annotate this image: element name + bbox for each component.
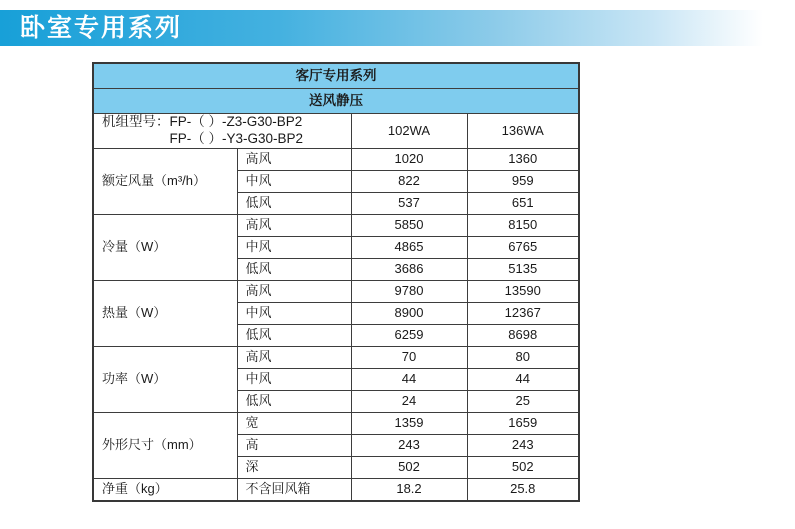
spec-value: 1360 [467, 148, 579, 170]
table-header-row-static-pressure [93, 89, 579, 114]
table-row [93, 214, 579, 236]
spec-sub-label: 低风 [237, 324, 351, 346]
spec-table [92, 62, 580, 502]
row-group-label-net-weight: 净重（kg） [93, 478, 237, 501]
spec-sub-label: 低风 [237, 390, 351, 412]
model-number-cell [93, 114, 351, 149]
spec-sub-label: 高 [237, 434, 351, 456]
spec-value: 8698 [467, 324, 579, 346]
spec-value: 3686 [351, 258, 467, 280]
spec-sub-label: 高风 [237, 280, 351, 302]
spec-sub-label: 高风 [237, 148, 351, 170]
spec-sub-label: 低风 [237, 258, 351, 280]
spec-value: 5850 [351, 214, 467, 236]
table-row [93, 478, 579, 501]
spec-sub-label: 高风 [237, 214, 351, 236]
spec-value: 6259 [351, 324, 467, 346]
spec-value: 44 [467, 368, 579, 390]
table-row [93, 148, 579, 170]
spec-value: 25 [467, 390, 579, 412]
series-banner [0, 10, 795, 46]
spec-value: 537 [351, 192, 467, 214]
table-row [93, 346, 579, 368]
spec-value: 24 [351, 390, 467, 412]
spec-value: 243 [351, 434, 467, 456]
spec-value: 9780 [351, 280, 467, 302]
spec-sub-label: 中风 [237, 170, 351, 192]
spec-sub-label: 不含回风箱 [237, 478, 351, 501]
table-row [93, 412, 579, 434]
spec-value: 44 [351, 368, 467, 390]
model-column-102wa: 102WA [351, 114, 467, 149]
spec-sub-label: 宽 [237, 412, 351, 434]
spec-value: 12367 [467, 302, 579, 324]
series-banner-title: 卧室专用系列 [20, 14, 183, 42]
spec-value: 1659 [467, 412, 579, 434]
spec-sub-label: 深 [237, 456, 351, 478]
row-group-label-dimensions: 外形尺寸（mm） [93, 412, 237, 478]
spec-value: 13590 [467, 280, 579, 302]
spec-value: 243 [467, 434, 579, 456]
spec-value: 1020 [351, 148, 467, 170]
spec-value: 8150 [467, 214, 579, 236]
spec-value: 651 [467, 192, 579, 214]
spec-sub-label: 低风 [237, 192, 351, 214]
model-column-136wa: 136WA [467, 114, 579, 149]
model-number-line1: FP-（ ）-Z3-G30-BP2 [169, 114, 303, 129]
model-number-line2: FP-（ ）-Y3-G30-BP2 [169, 130, 304, 146]
spec-value: 502 [351, 456, 467, 478]
model-number-label: 机组型号： [102, 114, 170, 129]
row-group-label-airflow: 额定风量（m³/h） [93, 148, 237, 214]
spec-value: 959 [467, 170, 579, 192]
spec-value: 25.8 [467, 478, 579, 501]
table-header-static-pressure: 送风静压 [93, 89, 579, 114]
spec-value: 822 [351, 170, 467, 192]
table-header-series: 客厅专用系列 [93, 63, 579, 89]
spec-sub-label: 中风 [237, 368, 351, 390]
spec-value: 1359 [351, 412, 467, 434]
model-number-row [93, 114, 579, 149]
spec-value: 502 [467, 456, 579, 478]
spec-sub-label: 中风 [237, 236, 351, 258]
spec-value: 6765 [467, 236, 579, 258]
spec-value: 5135 [467, 258, 579, 280]
spec-value: 4865 [351, 236, 467, 258]
table-header-row-series [93, 63, 579, 89]
table-row [93, 280, 579, 302]
spec-value: 18.2 [351, 478, 467, 501]
spec-value: 70 [351, 346, 467, 368]
row-group-label-heating: 热量（W） [93, 280, 237, 346]
spec-value: 8900 [351, 302, 467, 324]
row-group-label-cooling: 冷量（W） [93, 214, 237, 280]
spec-value: 80 [467, 346, 579, 368]
spec-sub-label: 中风 [237, 302, 351, 324]
spec-sub-label: 高风 [237, 346, 351, 368]
row-group-label-power: 功率（W） [93, 346, 237, 412]
